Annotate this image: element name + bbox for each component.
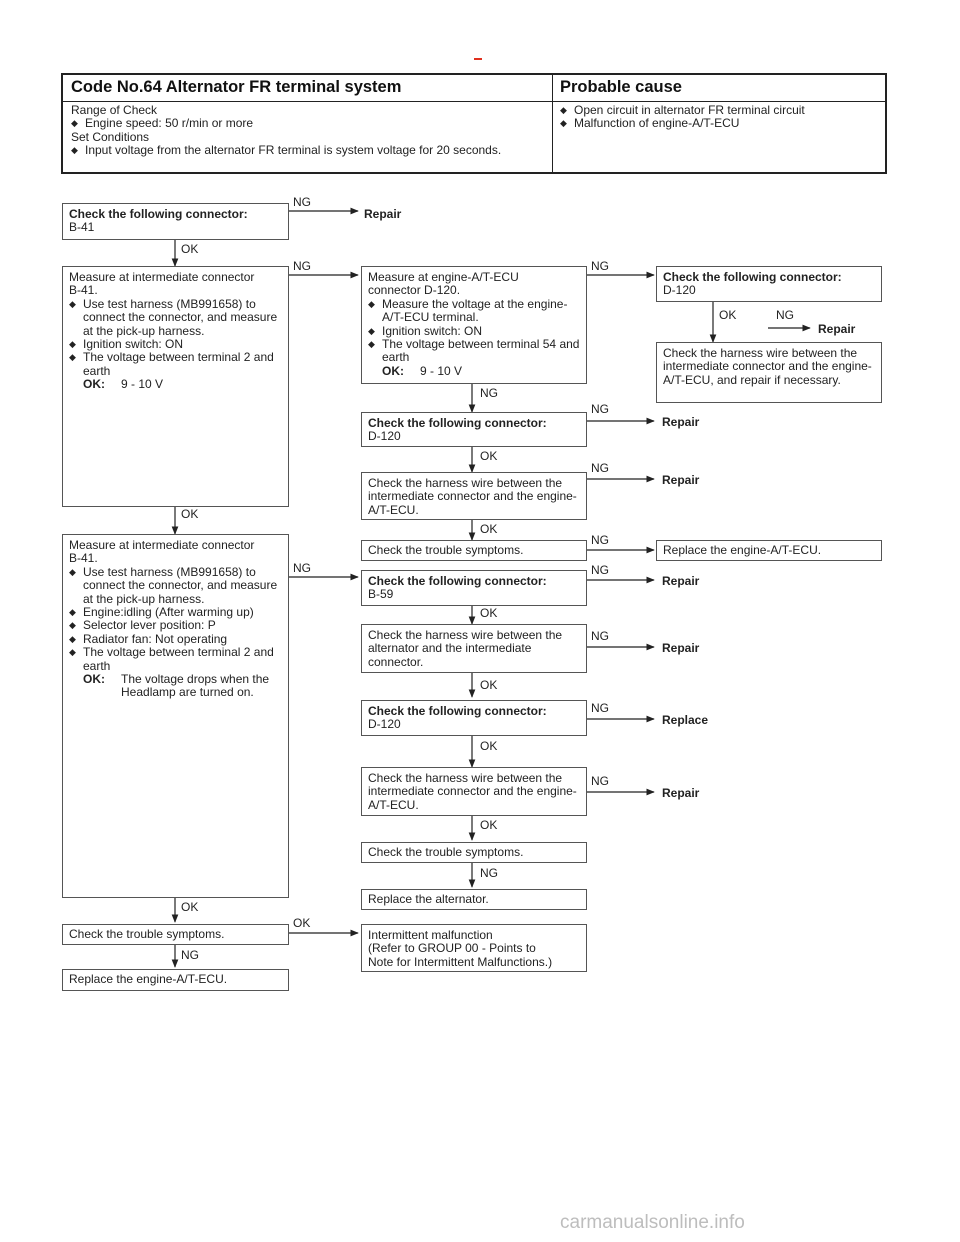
ng-label: NG — [591, 701, 609, 715]
step-check-harness-ecu-a — [361, 472, 587, 520]
result-repair: Repair — [662, 786, 700, 800]
step-check-trouble-symptoms-a — [361, 540, 587, 561]
step-check-connector-b59 — [361, 570, 587, 606]
connector-id: D-120 — [368, 717, 401, 732]
step-text: Replace the alternator. — [368, 892, 489, 906]
step-replace-alternator — [361, 889, 587, 910]
step-item: ◆ The voltage between terminal 2 and earth — [69, 646, 282, 673]
ok-label: OK — [480, 818, 498, 832]
result-repair: Repair — [662, 415, 700, 429]
step-check-connector-d120-b — [361, 412, 587, 447]
ok-label: OK — [480, 522, 498, 536]
range-item: ◆ Engine speed: 50 r/min or more — [71, 117, 531, 130]
code-title: Code No.64 Alternator FR terminal system — [71, 78, 402, 96]
ok-label: OK — [181, 242, 199, 256]
step-item: ◆ Engine:idling (After warming up) — [69, 606, 282, 619]
set-conditions-label: Set Conditions — [71, 129, 150, 144]
step-text: Replace the engine-A/T-ECU. — [663, 543, 822, 557]
step-title: Check the following connector: — [368, 416, 547, 430]
set-item: ◆ Input voltage from the alternator FR terminal is system voltage for 20 seconds. — [71, 144, 505, 157]
ng-label: NG — [591, 629, 609, 643]
step-text: Check the harness wire between the intermediate connector and the engine-A/T-ECU. — [368, 771, 577, 812]
step-text: Check the trouble symptoms. — [368, 543, 524, 557]
step-text: Replace the engine-A/T-ECU. — [69, 972, 228, 986]
ok-label: OK — [181, 900, 199, 914]
ok-label: OK — [480, 606, 498, 620]
step-text: Note for Intermittent Malfunctions.) — [368, 954, 553, 969]
step-item: ◆ The voltage between terminal 2 and earth — [69, 351, 282, 378]
step-intermittent-malfunction — [361, 924, 587, 972]
result-replace: Replace — [662, 713, 709, 727]
ng-label: NG — [480, 386, 498, 400]
step-item: ◆ Use test harness (MB991658) to connect the connector, and measure at the pick-up harness. — [69, 298, 282, 338]
ng-label: NG — [591, 563, 609, 577]
step-text: Check the harness wire between the intermediate connector and the engine-A/T-ECU. — [368, 476, 577, 517]
result-repair: Repair — [662, 574, 700, 588]
result-repair: Repair — [662, 641, 700, 655]
probable-cause-title: Probable cause — [560, 78, 682, 96]
step-check-trouble-symptoms-b — [361, 842, 587, 863]
ng-label: NG — [293, 561, 311, 575]
ok-value: 9 - 10 V — [121, 377, 164, 392]
ng-label: NG — [591, 402, 609, 416]
range-label: Range of Check — [71, 103, 158, 117]
ok-label: OK — [480, 678, 498, 692]
step-check-harness-ecu-b — [361, 767, 587, 816]
step-text: Check the trouble symptoms. — [69, 927, 225, 941]
step-item: ◆ Ignition switch: ON — [368, 325, 580, 338]
step-check-connector-d120-a — [656, 266, 882, 302]
ng-label: NG — [293, 195, 311, 209]
step-check-connector-b41 — [62, 203, 289, 240]
connector-id: D-120 — [368, 429, 401, 444]
ok-key: OK: — [83, 672, 105, 687]
step-text: Measure at engine-A/T-ECU — [368, 270, 519, 284]
cause-item: ◆ Open circuit in alternator FR terminal circuit — [560, 104, 880, 117]
step-check-harness-alternator — [361, 624, 587, 673]
ng-label: NG — [776, 308, 794, 322]
step-item: ◆ Selector lever position: P — [69, 619, 282, 632]
ok-label: OK — [480, 449, 498, 463]
step-measure-intermediate-b41-ign — [62, 266, 289, 507]
step-title: Check the following connector: — [663, 270, 842, 284]
step-replace-ecu-b — [62, 969, 289, 991]
connector-id: B-59 — [368, 587, 394, 602]
step-text: Check the trouble symptoms. — [368, 845, 524, 859]
step-text: B-41. — [69, 283, 98, 298]
cause-item: ◆ Malfunction of engine-A/T-ECU — [560, 117, 880, 130]
ok-criteria — [69, 378, 282, 391]
ng-label: NG — [181, 948, 199, 962]
ok-value: The voltage drops when the Headlamp are turned on. — [121, 672, 270, 700]
ok-key: OK: — [83, 377, 105, 392]
connector-id: B-41 — [69, 220, 95, 235]
step-measure-intermediate-b41-idle — [62, 534, 289, 898]
step-text: Measure at intermediate connector — [69, 270, 255, 284]
step-text: connector D-120. — [368, 283, 461, 298]
step-text: Measure at intermediate connector — [69, 538, 255, 552]
step-text: Intermittent malfunction — [368, 928, 493, 942]
step-measure-ecu-d120 — [361, 266, 587, 384]
step-text: Check the harness wire between the intermediate connector and the engine-A/T-ECU, and repair if necessary. — [663, 346, 872, 387]
step-check-harness-repair — [656, 342, 882, 403]
step-text: (Refer to GROUP 00 - Points to — [368, 941, 536, 956]
watermark: carmanualsonline.info — [560, 1212, 745, 1233]
step-title: Check the following connector: — [368, 574, 547, 588]
ok-label: OK — [181, 507, 199, 521]
step-item: ◆ Ignition switch: ON — [69, 338, 282, 351]
step-item: ◆ Use test harness (MB991658) to connect the connector, and measure at the pick-up harness. — [69, 566, 282, 606]
ok-label: OK — [719, 308, 737, 322]
step-check-connector-d120-c — [361, 700, 587, 736]
step-item: ◆ Radiator fan: Not operating — [69, 633, 282, 646]
ng-label: NG — [591, 774, 609, 788]
ng-label: NG — [480, 866, 498, 880]
step-text: B-41. — [69, 551, 98, 566]
result-repair: Repair — [818, 322, 856, 336]
step-check-trouble-symptoms-c — [62, 924, 289, 945]
ng-label: NG — [591, 533, 609, 547]
ok-key: OK: — [382, 363, 404, 378]
step-title: Check the following connector: — [368, 704, 547, 718]
connector-id: D-120 — [663, 283, 696, 298]
step-replace-ecu-a — [656, 540, 882, 561]
ok-label: OK — [480, 739, 498, 753]
ok-criteria — [368, 365, 580, 378]
step-item: ◆ The voltage between terminal 54 and earth — [368, 338, 580, 365]
step-item: ◆ Measure the voltage at the engine-A/T-ECU terminal. — [368, 298, 580, 325]
ng-label: NG — [591, 259, 609, 273]
step-title: Check the following connector: — [69, 207, 248, 221]
result-repair: Repair — [662, 473, 700, 487]
ok-criteria — [69, 673, 282, 700]
result-repair: Repair — [364, 207, 402, 221]
ok-value: 9 - 10 V — [420, 363, 463, 378]
ok-label: OK — [293, 916, 311, 930]
step-text: Check the harness wire between the alternator and the intermediate connector. — [368, 628, 563, 669]
ng-label: NG — [591, 461, 609, 475]
ng-label: NG — [293, 259, 311, 273]
